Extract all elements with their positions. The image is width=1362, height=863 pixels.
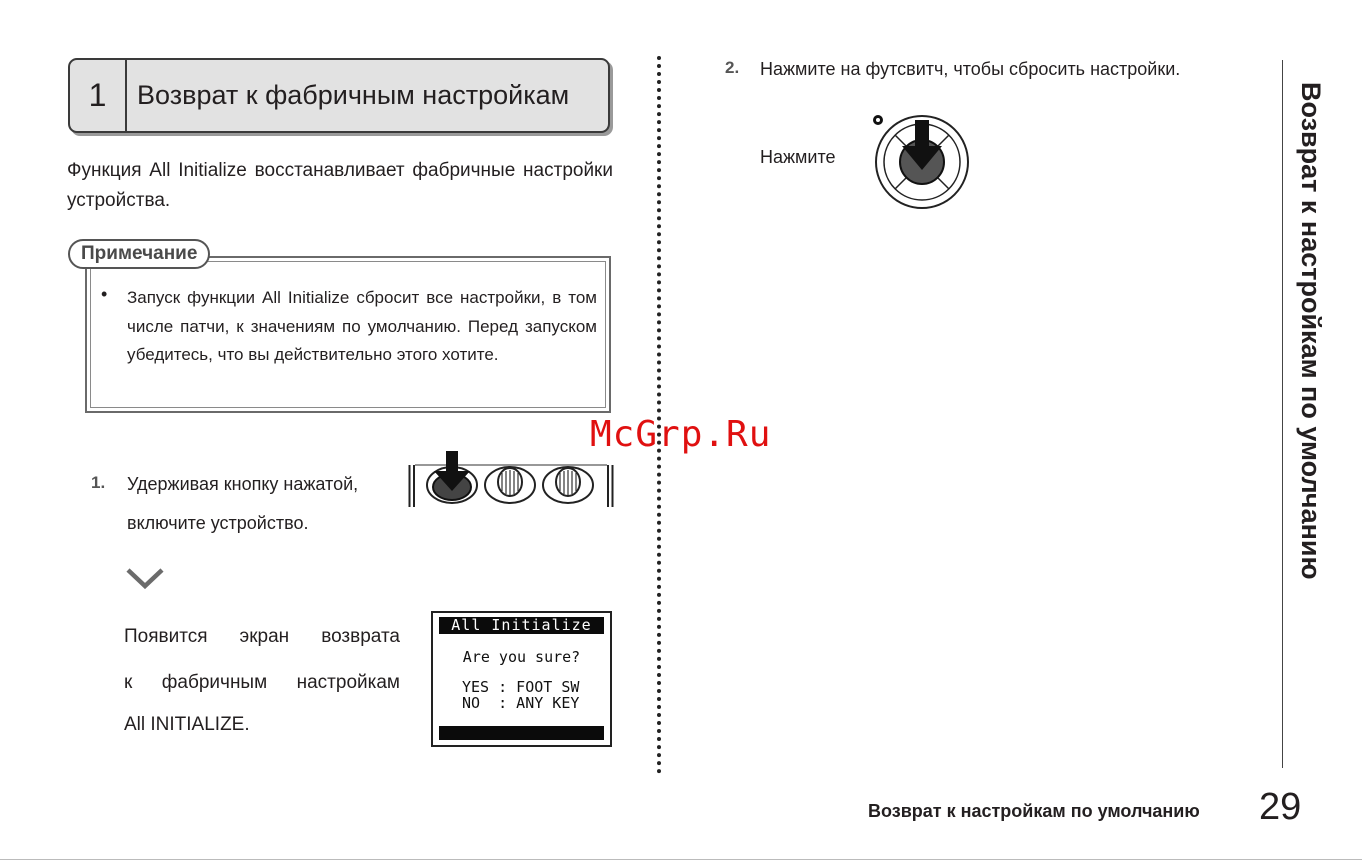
result-line-3: All INITIALIZE. [124,714,250,735]
bottom-rule [0,859,1362,860]
step-1-line-1: Удерживая кнопку нажатой, [127,474,359,494]
intro-paragraph: Функция All Initialize восстанавливает фабричные настройки устройства. [67,160,613,211]
step-2-number: 2. [725,58,740,77]
side-rule [1282,60,1283,768]
press-label: Нажмите [760,147,836,167]
lcd-yes-line: YES : FOOT SW [462,678,580,696]
knob-panel-illustration [408,449,614,511]
result-line-1: Появится экран возврата [124,626,400,647]
side-title: Возврат к настройкам по умолчанию [1296,82,1326,580]
lcd-footer-bar [439,726,604,740]
lcd-question: Are you sure? [462,648,581,666]
page-number: 29 [1259,786,1302,828]
step-2-text: Нажмите на футсвитч, чтобы сбросить настройки. [760,59,1181,79]
note-bullet: • [101,284,108,304]
chevron-down-icon [125,566,165,590]
lcd-no-line: NO : ANY KEY [462,694,580,712]
knob-icon [543,467,593,503]
note-text: Запуск функции All Initialize сбросит все настройки, в том числе патчи, к значениям по умолчанию. Перед запуском убедитесь, что вы действительно этого хотите. [127,288,597,364]
watermark: McGrp.Ru [590,414,772,455]
section-header [68,58,610,133]
footswitch-illustration [868,110,972,214]
step-1-number: 1. [91,473,106,492]
section-title: Возврат к фабричным настройкам [137,80,570,110]
step-1-line-2: включите устройство. [127,513,309,533]
lcd-title: All Initialize [439,617,604,634]
section-number: 1 [70,60,127,131]
note-label: Примечание [68,239,210,269]
knob-icon [485,467,535,503]
result-line-2: к фабричным настройкам [124,672,400,693]
lcd-display [431,611,612,747]
led-icon [874,116,883,125]
footer-title: Возврат к настройкам по умолчанию [868,801,1200,821]
